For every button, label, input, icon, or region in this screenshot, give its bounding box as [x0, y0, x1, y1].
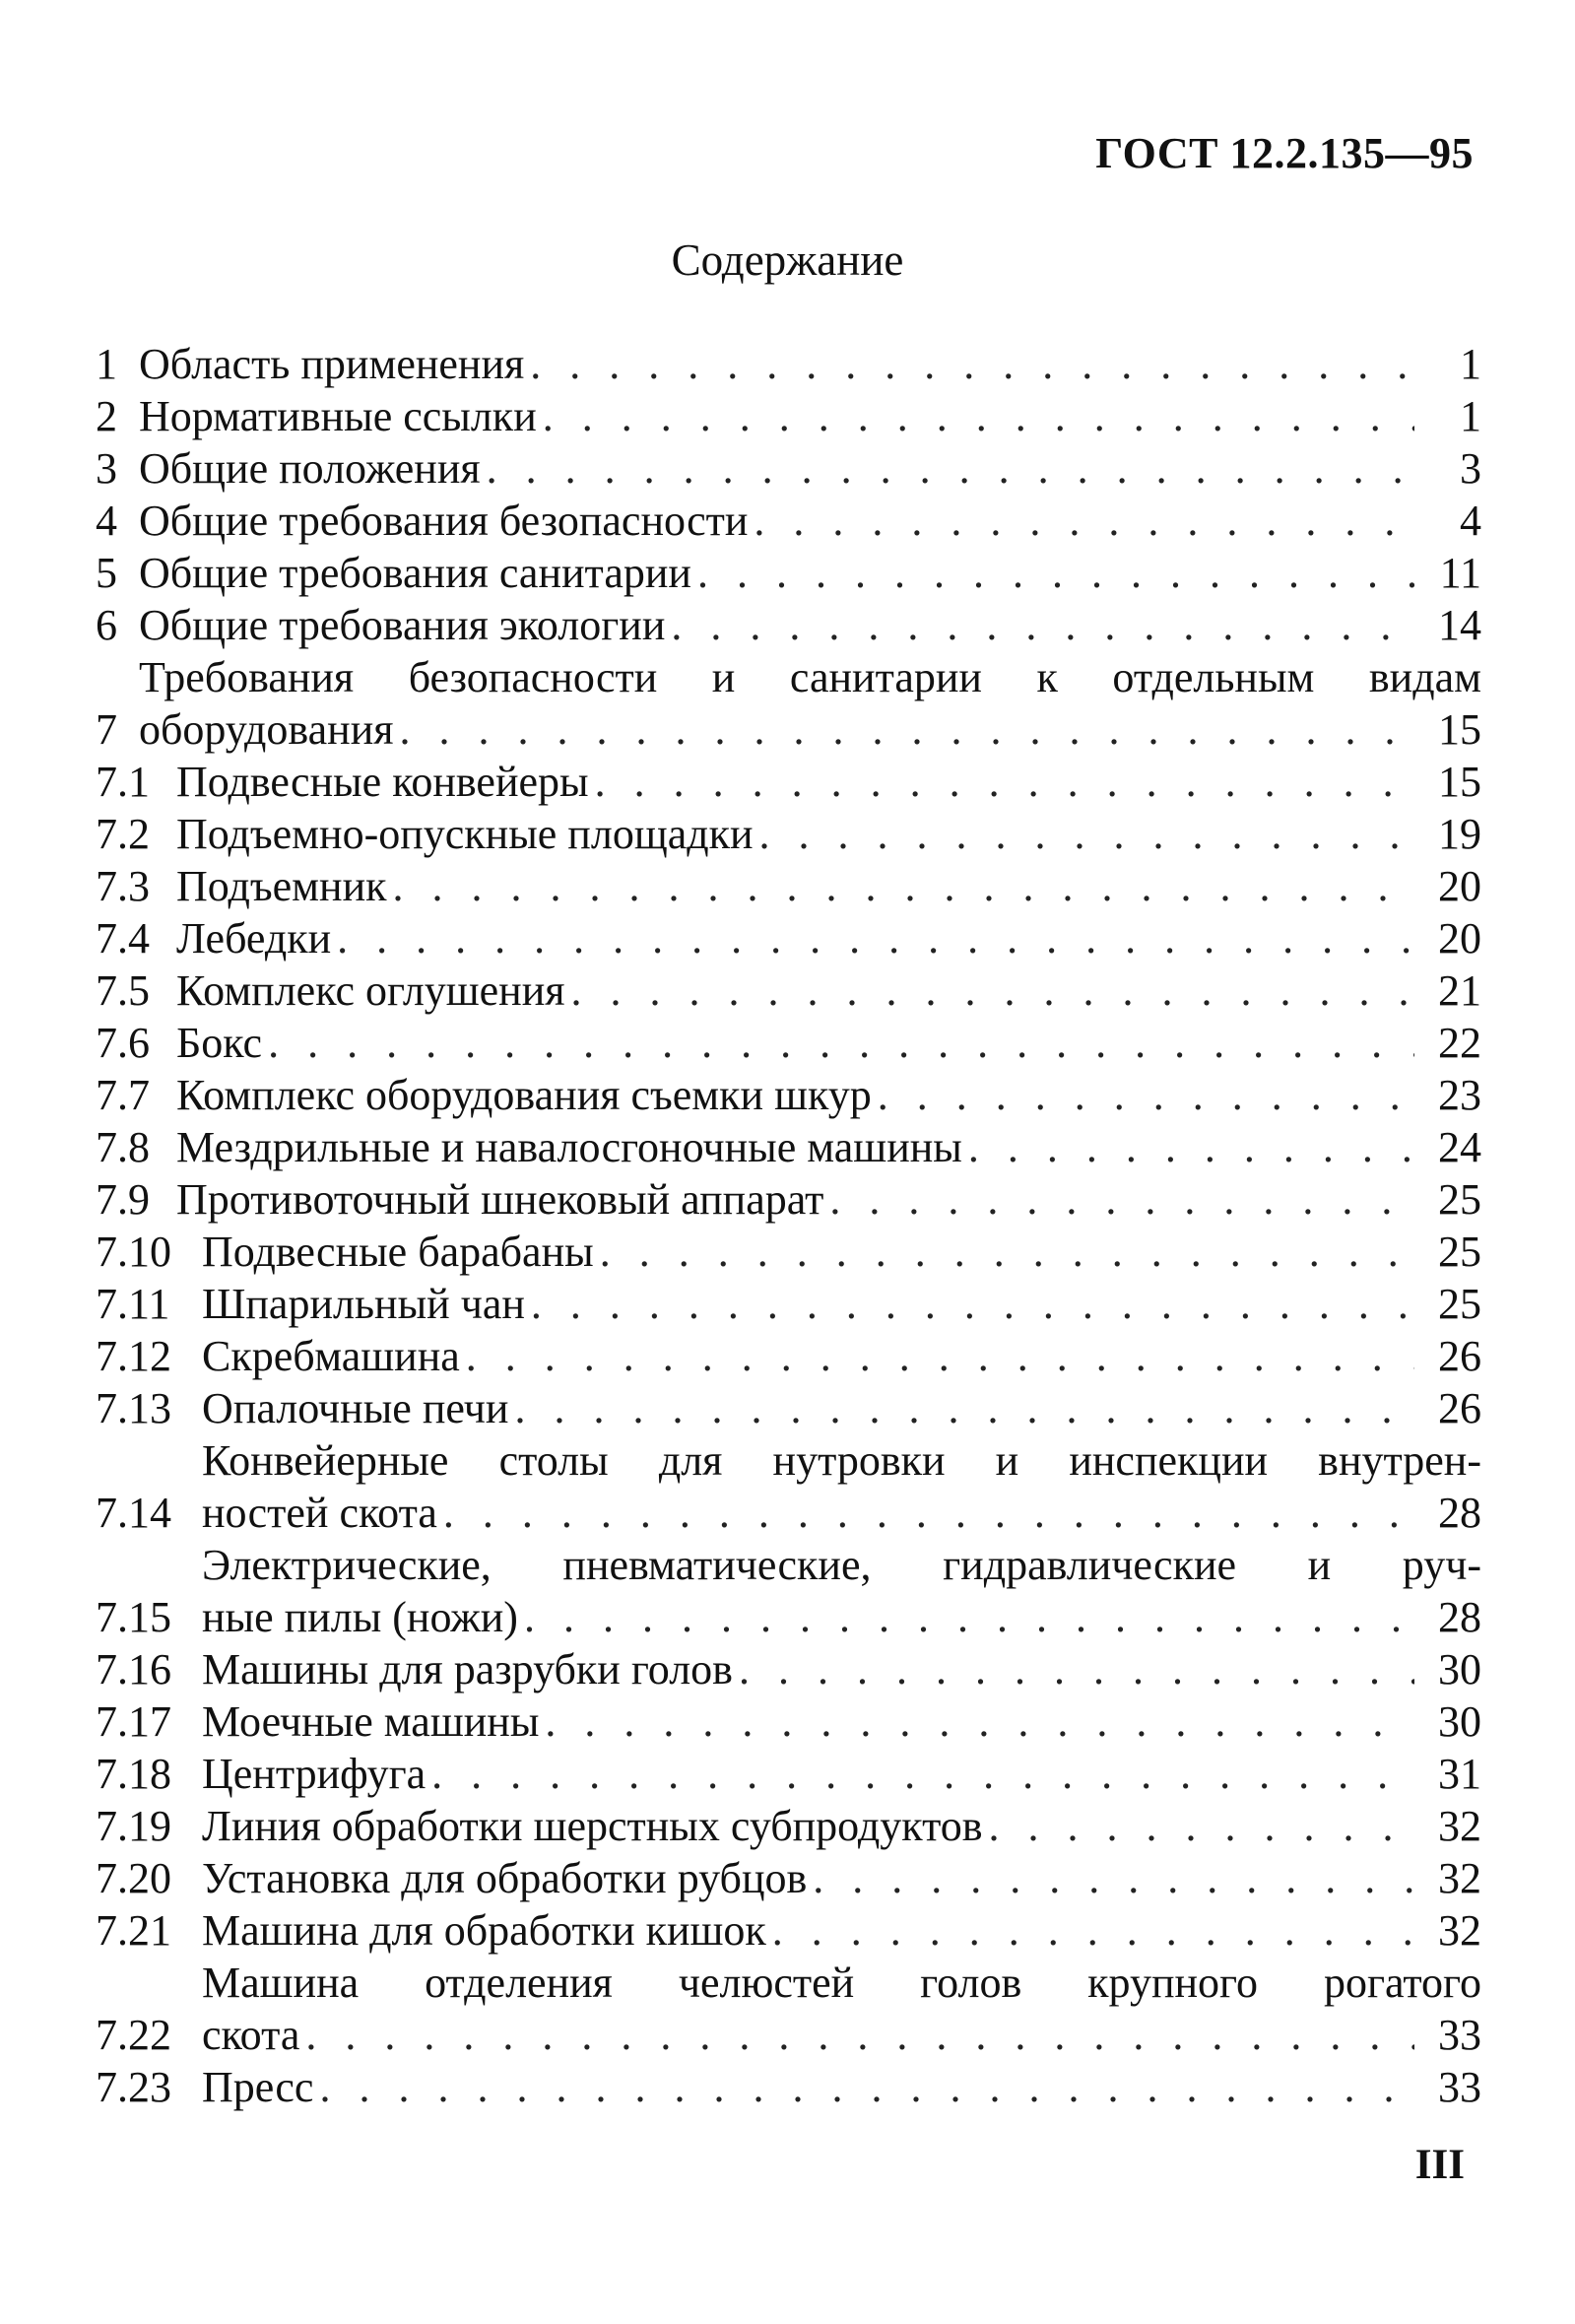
- dot-leader: [514, 1382, 1414, 1434]
- toc-entry-title: Опалочные печи: [202, 1384, 509, 1432]
- toc-entry-page: 25: [1438, 1175, 1481, 1224]
- toc-entry[interactable]: [96, 651, 1481, 756]
- toc-entry-number: 7.20: [96, 1854, 171, 1902]
- toc-entry-body: [139, 390, 1481, 442]
- toc-entry-body: [202, 1434, 1481, 1539]
- toc-entry-page: 1: [1460, 392, 1481, 440]
- toc-entry-page: 23: [1438, 1071, 1481, 1119]
- dot-leader: [530, 338, 1414, 390]
- toc-entry-body: [202, 1643, 1481, 1695]
- toc-entry-number: 7.4: [96, 914, 150, 963]
- toc-entry-body: [202, 1226, 1481, 1278]
- toc-entry-title-first-line: Электрические, пневматические, гидравлические и руч-: [202, 1541, 1481, 1589]
- toc-entry-body: [176, 860, 1481, 912]
- toc-entry-number: 7.21: [96, 1906, 171, 1955]
- toc-entry-page: 30: [1438, 1645, 1481, 1693]
- toc-entry-body: [139, 547, 1481, 599]
- toc-entry-page: 30: [1438, 1697, 1481, 1746]
- toc-entry-body: [202, 1330, 1481, 1382]
- toc-entry[interactable]: [96, 1748, 1481, 1800]
- toc-entry-body: [176, 1173, 1481, 1226]
- toc-entry-title: Общие положения: [139, 444, 481, 493]
- toc-entry-number: 7.12: [96, 1332, 171, 1380]
- toc-entry-body: [176, 912, 1481, 964]
- toc-entry-number: 7.7: [96, 1071, 150, 1119]
- toc-entry-number: 1: [96, 340, 117, 388]
- toc-entry-page: 3: [1460, 444, 1481, 493]
- toc-entry-page: 21: [1438, 966, 1481, 1015]
- toc-entry-page: 20: [1438, 862, 1481, 910]
- toc-entry-page: 22: [1438, 1019, 1481, 1067]
- toc-entry-title: Лебедки: [176, 914, 332, 963]
- dot-leader: [268, 1017, 1414, 1069]
- toc-entry[interactable]: [96, 390, 1481, 442]
- toc-entry[interactable]: [96, 1695, 1481, 1748]
- toc-entry-body: [202, 1748, 1481, 1800]
- toc-entry[interactable]: [96, 1017, 1481, 1069]
- toc-entry-number: 7.23: [96, 2063, 171, 2111]
- toc-title: Содержание: [671, 235, 904, 285]
- toc-entry-body: [139, 651, 1481, 756]
- toc-entry-number: 7.18: [96, 1750, 171, 1798]
- toc-entry-title: Комплекс оглушения: [176, 966, 565, 1015]
- toc-entry-number: 7.1: [96, 758, 150, 806]
- toc-entry-page: 28: [1438, 1593, 1481, 1641]
- toc-entry-body: [202, 1278, 1481, 1330]
- table-of-contents: [96, 338, 1481, 2113]
- toc-entry[interactable]: [96, 1539, 1481, 1643]
- toc-entry[interactable]: [96, 1121, 1481, 1173]
- toc-entry[interactable]: [96, 599, 1481, 651]
- dot-leader: [739, 1643, 1414, 1695]
- toc-entry[interactable]: [96, 808, 1481, 860]
- toc-entry-page: 33: [1438, 2063, 1481, 2111]
- toc-entry[interactable]: [96, 442, 1481, 495]
- toc-entry-title: оборудования: [139, 705, 394, 754]
- toc-entry-number: 7.13: [96, 1384, 171, 1432]
- toc-entry-body: [176, 1121, 1481, 1173]
- dot-leader: [600, 1226, 1414, 1278]
- toc-entry-body: [202, 1539, 1481, 1643]
- toc-entry[interactable]: [96, 547, 1481, 599]
- toc-entry-number: 7.5: [96, 966, 150, 1015]
- dot-leader: [319, 2061, 1414, 2113]
- toc-entry-number: 5: [96, 549, 117, 597]
- toc-entry[interactable]: [96, 2061, 1481, 2113]
- dot-leader: [524, 1591, 1414, 1643]
- toc-entry-title: Подъемник: [176, 862, 387, 910]
- toc-entry-page: 25: [1438, 1280, 1481, 1328]
- toc-entry-page: 32: [1438, 1854, 1481, 1902]
- toc-entry-page: 33: [1438, 2011, 1481, 2059]
- toc-entry[interactable]: [96, 1957, 1481, 2061]
- toc-entry[interactable]: [96, 338, 1481, 390]
- toc-entry-page: 26: [1438, 1332, 1481, 1380]
- toc-entry-body: [202, 1852, 1481, 1904]
- toc-entry-page: 1: [1460, 340, 1481, 388]
- toc-entry-body: [202, 1695, 1481, 1748]
- dot-leader: [754, 495, 1414, 547]
- toc-entry-title: Шпарильный чан: [202, 1280, 525, 1328]
- toc-entry[interactable]: [96, 1852, 1481, 1904]
- toc-entry-title: Общие требования санитарии: [139, 549, 691, 597]
- toc-entry-title: Установка для обработки рубцов: [202, 1854, 808, 1902]
- toc-entry-title: Центрифуга: [202, 1750, 427, 1798]
- toc-entry-number: 7.14: [96, 1489, 171, 1537]
- dot-leader: [671, 599, 1414, 651]
- toc-entry-title: ные пилы (ножи): [202, 1593, 518, 1641]
- toc-entry-title: Комплекс оборудования съемки шкур: [176, 1071, 872, 1119]
- toc-entry-page: 20: [1438, 914, 1481, 963]
- toc-entry-body: [176, 808, 1481, 860]
- toc-entry-body: [202, 1382, 1481, 1434]
- toc-entry[interactable]: [96, 756, 1481, 808]
- dot-leader: [989, 1800, 1414, 1852]
- dot-leader: [697, 547, 1414, 599]
- dot-leader: [595, 756, 1414, 808]
- toc-entry-title: Общие требования безопасности: [139, 497, 749, 545]
- toc-entry-title: Область применения: [139, 340, 525, 388]
- toc-entry[interactable]: [96, 1904, 1481, 1957]
- toc-entry-page: 24: [1438, 1123, 1481, 1171]
- toc-entry[interactable]: [96, 1382, 1481, 1434]
- dot-leader: [337, 912, 1414, 964]
- toc-entry-page: 28: [1438, 1489, 1481, 1537]
- toc-entry-number: 7.2: [96, 810, 150, 858]
- toc-entry-number: 7.11: [96, 1280, 170, 1328]
- toc-entry-title: Мездрильные и навалосгоночные машины: [176, 1123, 962, 1171]
- toc-entry-page: 31: [1438, 1750, 1481, 1798]
- toc-entry[interactable]: [96, 1800, 1481, 1852]
- toc-entry-title: Пресс: [202, 2063, 314, 2111]
- toc-entry-page: 26: [1438, 1384, 1481, 1432]
- toc-entry[interactable]: [96, 1434, 1481, 1539]
- toc-entry-body: [202, 1957, 1481, 2061]
- toc-entry[interactable]: [96, 1173, 1481, 1226]
- toc-entry-body: [176, 756, 1481, 808]
- toc-entry[interactable]: [96, 860, 1481, 912]
- toc-entry-title: Нормативные ссылки: [139, 392, 537, 440]
- toc-entry-page: 25: [1438, 1228, 1481, 1276]
- dot-leader: [443, 1487, 1414, 1539]
- toc-entry[interactable]: [96, 1643, 1481, 1695]
- toc-entry-number: 7.22: [96, 2011, 171, 2059]
- toc-entry-title: Подвесные барабаны: [202, 1228, 594, 1276]
- toc-entry-page: 32: [1438, 1906, 1481, 1955]
- toc-entry-title: Общие требования экологии: [139, 601, 666, 649]
- dot-leader: [305, 2009, 1414, 2061]
- dot-leader: [393, 860, 1415, 912]
- toc-entry-page: 19: [1438, 810, 1481, 858]
- dot-leader: [487, 442, 1414, 495]
- toc-entry-number: 3: [96, 444, 117, 493]
- toc-entry-page: 14: [1438, 601, 1481, 649]
- dot-leader: [813, 1852, 1414, 1904]
- toc-entry-body: [139, 599, 1481, 651]
- dot-leader: [543, 390, 1414, 442]
- toc-entry-title: Моечные машины: [202, 1697, 540, 1746]
- toc-entry-title: Подъемно-опускные площадки: [176, 810, 754, 858]
- toc-entry-body: [176, 1017, 1481, 1069]
- dot-leader: [545, 1695, 1414, 1748]
- toc-entry-body: [176, 964, 1481, 1017]
- toc-entry[interactable]: [96, 1278, 1481, 1330]
- toc-entry-number: 6: [96, 601, 117, 649]
- dot-leader: [829, 1173, 1414, 1226]
- toc-entry-title-first-line: Требования безопасности и санитарии к отдельным видам: [139, 653, 1481, 701]
- toc-entry[interactable]: [96, 1069, 1481, 1121]
- toc-entry-number: 7: [96, 705, 117, 754]
- toc-entry-title: Бокс: [176, 1019, 263, 1067]
- dot-leader: [759, 808, 1414, 860]
- document-code: ГОСТ 12.2.135—95: [1095, 129, 1474, 177]
- toc-entry-body: [139, 495, 1481, 547]
- toc-entry-body: [202, 1800, 1481, 1852]
- toc-entry-page: 15: [1438, 705, 1481, 754]
- dot-leader: [399, 703, 1414, 756]
- toc-entry-number: 7.6: [96, 1019, 150, 1067]
- toc-entry-body: [139, 338, 1481, 390]
- toc-entry-body: [139, 442, 1481, 495]
- toc-entry-number: 2: [96, 392, 117, 440]
- page-number: III: [1414, 2142, 1465, 2188]
- toc-entry[interactable]: [96, 1330, 1481, 1382]
- toc-entry-page: 32: [1438, 1802, 1481, 1850]
- toc-entry-title: Машины для разрубки голов: [202, 1645, 733, 1693]
- toc-entry-number: 7.17: [96, 1697, 171, 1746]
- toc-entry-number: 7.10: [96, 1228, 171, 1276]
- toc-entry-title: Машина для обработки кишок: [202, 1906, 766, 1955]
- toc-entry-title: ностей скота: [202, 1489, 437, 1537]
- toc-entry-title: скота: [202, 2011, 300, 2059]
- toc-entry-title: Линия обработки шерстных субпродуктов: [202, 1802, 983, 1850]
- toc-entry-title: Подвесные конвейеры: [176, 758, 589, 806]
- toc-entry-title-first-line: Конвейерные столы для нутровки и инспекции внутрен-: [202, 1436, 1481, 1485]
- toc-entry-page: 15: [1438, 758, 1481, 806]
- toc-entry-number: 7.16: [96, 1645, 171, 1693]
- toc-entry[interactable]: [96, 964, 1481, 1017]
- dot-leader: [968, 1121, 1414, 1173]
- dot-leader: [431, 1748, 1414, 1800]
- toc-entry-number: 7.19: [96, 1802, 171, 1850]
- toc-entry-title-first-line: Машина отделения челюстей голов крупного рогатого: [202, 1959, 1481, 2007]
- toc-entry-title: Скребмашина: [202, 1332, 460, 1380]
- toc-entry[interactable]: [96, 1226, 1481, 1278]
- toc-entry-page: 4: [1460, 497, 1481, 545]
- toc-entry-body: [202, 1904, 1481, 1957]
- dot-leader: [571, 964, 1414, 1017]
- dot-leader: [466, 1330, 1414, 1382]
- toc-entry-number: 7.3: [96, 862, 150, 910]
- dot-leader: [878, 1069, 1414, 1121]
- toc-entry-body: [202, 2061, 1481, 2113]
- toc-entry-page: 11: [1439, 549, 1481, 597]
- toc-entry[interactable]: [96, 495, 1481, 547]
- dot-leader: [531, 1278, 1414, 1330]
- toc-entry-number: 7.15: [96, 1593, 171, 1641]
- toc-entry-number: 7.8: [96, 1123, 150, 1171]
- toc-entry-title: Противоточный шнековый аппарат: [176, 1175, 824, 1224]
- dot-leader: [772, 1904, 1414, 1957]
- toc-entry[interactable]: [96, 912, 1481, 964]
- toc-entry-number: 7.9: [96, 1175, 150, 1224]
- toc-entry-number: 4: [96, 497, 117, 545]
- toc-entry-body: [176, 1069, 1481, 1121]
